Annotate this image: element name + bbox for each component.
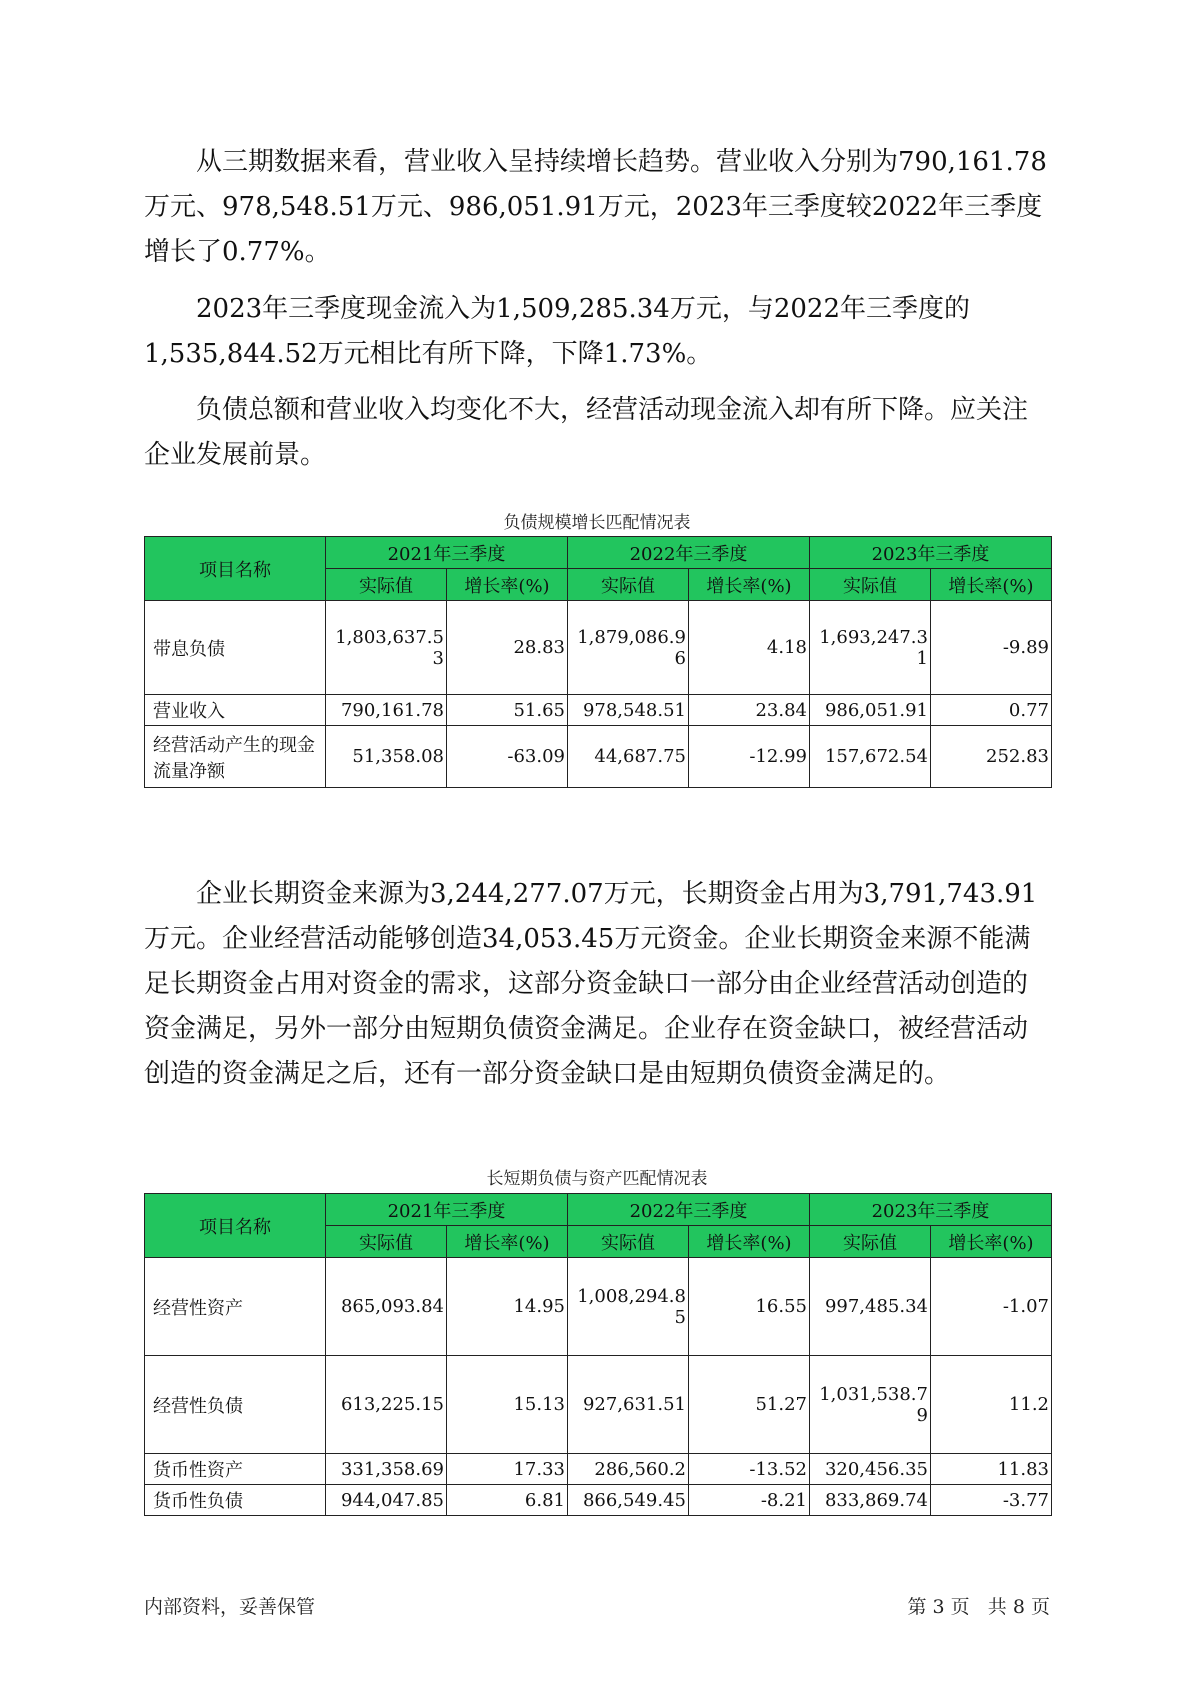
table-row [145,1258,1052,1356]
table-cell: 331,358.69 [326,1454,447,1485]
row-label: 经营活动产生的现金流量净额 [145,726,326,788]
header-actual: 实际值 [326,1226,447,1258]
total-prefix: 共 [987,1596,1007,1618]
table-cell: 865,093.84 [326,1258,447,1356]
table-cell: 11.2 [931,1356,1052,1454]
table-cell: 4.18 [689,601,810,695]
table-row [145,1485,1052,1516]
table-cell: 833,869.74 [810,1485,931,1516]
footer-confidential-note: 内部资料，妥善保管 [144,1596,316,1618]
table-row [145,1454,1052,1485]
row-label: 货币性资产 [145,1454,326,1485]
table-cell: -12.99 [689,726,810,788]
row-label: 营业收入 [145,695,326,726]
row-label: 经营性负债 [145,1356,326,1454]
row-label: 货币性负债 [145,1485,326,1516]
header-period-2022: 2022年三季度 [568,1194,810,1226]
table-cell: 986,051.91 [810,695,931,726]
table-cell: 157,672.54 [810,726,931,788]
table-cell: -13.52 [689,1454,810,1485]
page-total: 8 [1012,1596,1025,1618]
header-growth: 增长率(%) [447,569,568,601]
table-cell: 14.95 [447,1258,568,1356]
header-item-name: 项目名称 [145,537,326,601]
table-cell: 1,879,086.96 [568,601,689,695]
page-unit: 页 [1030,1596,1050,1618]
header-growth: 增长率(%) [931,1226,1052,1258]
header-actual: 实际值 [568,569,689,601]
table-cell: 0.77 [931,695,1052,726]
header-period-2023: 2023年三季度 [810,1194,1052,1226]
table-cell: 866,549.45 [568,1485,689,1516]
paragraph-revenue-trend: 从三期数据来看，营业收入呈持续增长趋势。营业收入分别为790,161.78万元、978,548.51万元、986,051.91万元，2023年三季度较2022年三季度增长了0.77%。 [144,147,1047,267]
table2-caption: 长短期负债与资产匹配情况表 [486,1169,708,1189]
table-cell: 1,803,637.53 [326,601,447,695]
table-cell: 944,047.85 [326,1485,447,1516]
header-growth: 增长率(%) [689,1226,810,1258]
table-cell: 51.65 [447,695,568,726]
page-current: 3 [932,1596,945,1618]
table-cell: 51.27 [689,1356,810,1454]
header-item-name: 项目名称 [145,1194,326,1258]
header-actual: 实际值 [810,1226,931,1258]
footer-page-number [907,1592,1050,1619]
table-cell: 790,161.78 [326,695,447,726]
paragraph-summary: 负债总额和营业收入均变化不大，经营活动现金流入却有所下降。应关注企业发展前景。 [144,395,1029,470]
header-period-2021: 2021年三季度 [326,1194,568,1226]
table-cell: 15.13 [447,1356,568,1454]
table-cell: 44,687.75 [568,726,689,788]
table-cell: 6.81 [447,1485,568,1516]
row-label: 带息负债 [145,601,326,695]
table-cell: -3.77 [931,1485,1052,1516]
table-cell: 978,548.51 [568,695,689,726]
table-cell: 17.33 [447,1454,568,1485]
table-cell: 28.83 [447,601,568,695]
header-period-2022: 2022年三季度 [568,537,810,569]
header-growth: 增长率(%) [447,1226,568,1258]
table-cell: 997,485.34 [810,1258,931,1356]
header-growth: 增长率(%) [689,569,810,601]
table-cell: 1,693,247.31 [810,601,931,695]
table-row [145,1356,1052,1454]
table-row [145,601,1052,695]
table-cell: 1,031,538.79 [810,1356,931,1454]
header-actual: 实际值 [810,569,931,601]
table-cell: 252.83 [931,726,1052,788]
header-actual: 实际值 [568,1226,689,1258]
table1-caption: 负债规模增长匹配情况表 [503,513,691,533]
header-actual: 实际值 [326,569,447,601]
table-cell: 51,358.08 [326,726,447,788]
table-row [145,726,1052,788]
page-unit: 页 [950,1596,970,1618]
table-cell: 11.83 [931,1454,1052,1485]
debt-asset-match-table [144,1193,1052,1516]
table-cell: -1.07 [931,1258,1052,1356]
header-growth: 增长率(%) [931,569,1052,601]
row-label: 经营性资产 [145,1258,326,1356]
page-prefix: 第 [907,1596,927,1618]
table-cell: 613,225.15 [326,1356,447,1454]
table-cell: 320,456.35 [810,1454,931,1485]
table-cell: 927,631.51 [568,1356,689,1454]
table-cell: 286,560.2 [568,1454,689,1485]
table-cell: 16.55 [689,1258,810,1356]
table-cell: -9.89 [931,601,1052,695]
header-period-2023: 2023年三季度 [810,537,1052,569]
table-cell: -63.09 [447,726,568,788]
paragraph-cash-inflow: 2023年三季度现金流入为1,509,285.34万元，与2022年三季度的1,535,844.52万元相比有所下降，下降1.73%。 [144,294,971,369]
table-cell: -8.21 [689,1485,810,1516]
table-row [145,695,1052,726]
header-period-2021: 2021年三季度 [326,537,568,569]
table-cell: 1,008,294.85 [568,1258,689,1356]
table-cell: 23.84 [689,695,810,726]
paragraph-long-term-funds: 企业长期资金来源为3,244,277.07万元，长期资金占用为3,791,743.91万元。企业经营活动能够创造34,053.45万元资金。企业长期资金来源不能满足长期资金占用对资金的需求，这部分资金缺口一部分由企业经营活动创造的资金满足，另外一部分由短期负债资金满足。企业存在资金缺口，被经营活动创造的资金满足之后，还有一部分资金缺口是由短期负债资金满足的。 [144,879,1038,1089]
debt-scale-table [144,536,1052,788]
